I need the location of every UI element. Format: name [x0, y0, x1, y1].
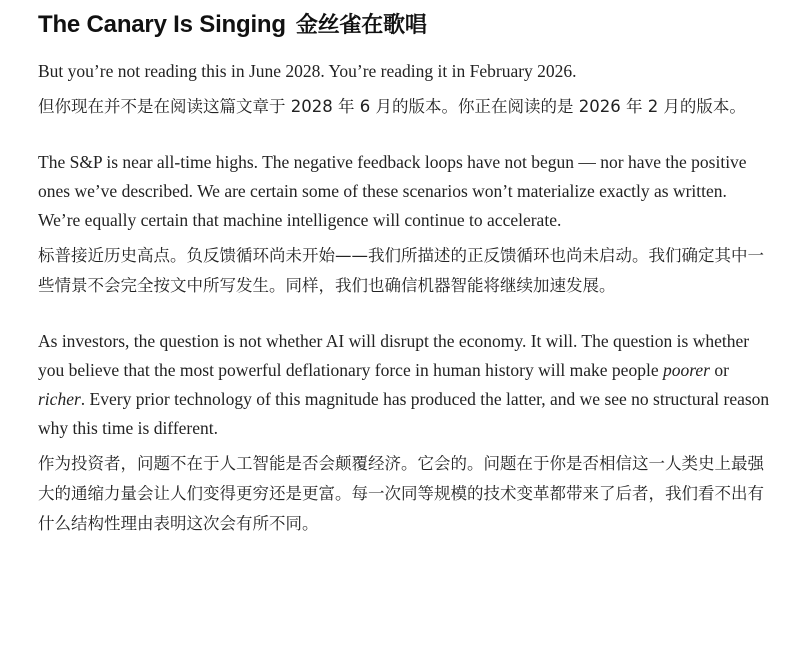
paragraph-2-chinese: 标普接近历史高点。负反馈循环尚未开始——我们所描述的正反馈循环也尚未启动。我们确定其中一些情景不会完全按文中所写发生。同样，我们也确信机器智能将继续加速发展。	[38, 246, 764, 295]
paragraph-1-chinese: 但你现在并不是在阅读这篇文章于 2028 年 6 月的版本。你正在阅读的是 2026 年 2 月的版本。	[38, 97, 746, 116]
paragraph-3-chinese: 作为投资者，问题不在于人工智能是否会颠覆经济。它会的。问题在于你是否相信这一人类史上最强大的通缩力量会让人们变得更穷还是更富。每一次同等规模的技术变革都带来了后者，我们看不出有什么结构性理由表明这次会有所不同。	[38, 454, 764, 533]
article-title	[38, 10, 770, 41]
paragraph-2-english: The S&P is near all-time highs. The negative feedback loops have not begun — nor have the positive ones we’ve described. We are certain some of these scenarios won’t materialize exactly as written. We’re equally certain that machine intelligence will continue to accelerate.	[38, 152, 747, 230]
title-chinese: 金丝雀在歌唱	[295, 13, 427, 38]
paragraph-1-english: But you’re not reading this in June 2028. You’re reading it in February 2026.	[38, 61, 577, 81]
emphasis-poorer: poorer	[662, 360, 710, 380]
title-english: The Canary Is Singing	[38, 11, 286, 38]
paragraph-3-english	[38, 327, 770, 443]
paragraph-3-text-b: or	[709, 360, 729, 380]
emphasis-richer: richer	[38, 389, 81, 409]
paragraph-3-text-c: . Every prior technology of this magnitude has produced the latter, and we see no structural reason why this time is different.	[38, 389, 770, 438]
paragraph-3-text-a: As investors, the question is not whether AI will disrupt the economy. It will. The question is whether you believe that the most powerful deflationary force in human history will make people	[38, 331, 750, 380]
